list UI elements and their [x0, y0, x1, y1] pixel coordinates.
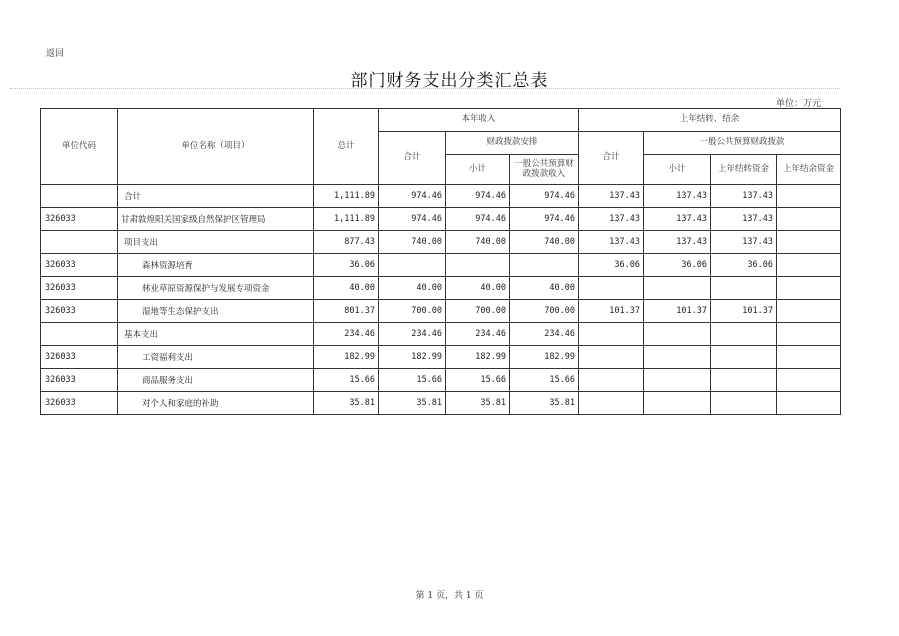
table-row — [41, 254, 841, 277]
surplus-cell — [777, 185, 841, 208]
unit-name-cell: 森林资源培育 — [118, 254, 314, 277]
unit-name-cell: 甘肃敦煌阳关国家级自然保护区管理局 — [118, 208, 314, 231]
cur-total-cell: 40.00 — [379, 277, 446, 300]
header-unit-code: 单位代码 — [41, 109, 118, 185]
prev-sub-cell — [644, 346, 711, 369]
carry-cell — [711, 369, 777, 392]
carry-cell — [711, 323, 777, 346]
table-row — [41, 369, 841, 392]
prev-total-cell — [579, 346, 644, 369]
total-cell: 35.81 — [314, 392, 379, 415]
header-carryover: 上年结转资金 — [711, 155, 777, 185]
header-subtotal: 小计 — [446, 155, 510, 185]
carry-cell: 137.43 — [711, 208, 777, 231]
surplus-cell — [777, 254, 841, 277]
surplus-cell — [777, 231, 841, 254]
unit-name-cell: 项目支出 — [118, 231, 314, 254]
total-cell: 40.00 — [314, 277, 379, 300]
table-row — [41, 231, 841, 254]
unit-label: 单位：万元 — [775, 99, 821, 109]
carry-cell: 137.43 — [711, 185, 777, 208]
table-row — [41, 300, 841, 323]
back-link[interactable]: 返回 — [46, 49, 65, 59]
gen-cell: 234.46 — [510, 323, 579, 346]
surplus-cell — [777, 369, 841, 392]
cur-total-cell: 35.81 — [379, 392, 446, 415]
prev-sub-cell: 137.43 — [644, 208, 711, 231]
gen-cell: 182.99 — [510, 346, 579, 369]
sub-cell: 700.00 — [446, 300, 510, 323]
surplus-cell — [777, 277, 841, 300]
header-prev-total: 合计 — [579, 132, 644, 185]
sub-cell — [446, 254, 510, 277]
prev-total-cell — [579, 323, 644, 346]
total-cell: 15.66 — [314, 369, 379, 392]
header-prev-balance: 上年结转、结余 — [579, 109, 841, 132]
carry-cell — [711, 277, 777, 300]
gen-cell: 35.81 — [510, 392, 579, 415]
gen-cell: 974.46 — [510, 185, 579, 208]
prev-sub-cell — [644, 277, 711, 300]
cur-total-cell: 740.00 — [379, 231, 446, 254]
sub-cell: 234.46 — [446, 323, 510, 346]
total-cell: 801.37 — [314, 300, 379, 323]
sub-cell: 35.81 — [446, 392, 510, 415]
table-row — [41, 346, 841, 369]
surplus-cell — [777, 300, 841, 323]
header-unit-name: 单位名称（项目） — [118, 109, 314, 185]
unit-code-cell: 326033 — [41, 300, 118, 323]
gen-cell: 15.66 — [510, 369, 579, 392]
carry-cell — [711, 392, 777, 415]
header-total: 总计 — [314, 109, 379, 185]
header-general-fiscal: 一般公共预算财政拨款 — [644, 132, 841, 155]
header-fiscal-arrangement: 财政拨款安排 — [446, 132, 579, 155]
total-cell: 36.06 — [314, 254, 379, 277]
prev-sub-cell — [644, 323, 711, 346]
prev-sub-cell: 101.37 — [644, 300, 711, 323]
prev-sub-cell: 137.43 — [644, 231, 711, 254]
cur-total-cell — [379, 254, 446, 277]
unit-name-cell: 基本支出 — [118, 323, 314, 346]
prev-sub-cell — [644, 369, 711, 392]
surplus-cell — [777, 208, 841, 231]
sub-cell: 974.46 — [446, 185, 510, 208]
unit-code-cell: 326033 — [41, 254, 118, 277]
total-cell: 877.43 — [314, 231, 379, 254]
prev-total-cell — [579, 369, 644, 392]
divider — [10, 88, 840, 89]
cur-total-cell: 974.46 — [379, 185, 446, 208]
unit-name-cell: 对个人和家庭的补助 — [118, 392, 314, 415]
unit-code-cell: 326033 — [41, 346, 118, 369]
gen-cell: 740.00 — [510, 231, 579, 254]
prev-total-cell: 36.06 — [579, 254, 644, 277]
table-row — [41, 392, 841, 415]
carry-cell: 36.06 — [711, 254, 777, 277]
table-body — [41, 185, 841, 415]
unit-code-cell: 326033 — [41, 369, 118, 392]
unit-code-cell: 326033 — [41, 392, 118, 415]
table-row — [41, 185, 841, 208]
gen-cell: 40.00 — [510, 277, 579, 300]
total-cell: 182.99 — [314, 346, 379, 369]
carry-cell: 137.43 — [711, 231, 777, 254]
sub-cell: 15.66 — [446, 369, 510, 392]
unit-name-cell: 林业草原资源保护与发展专项资金 — [118, 277, 314, 300]
carry-cell: 101.37 — [711, 300, 777, 323]
prev-total-cell: 137.43 — [579, 231, 644, 254]
header-surplus: 上年结余资金 — [777, 155, 841, 185]
unit-code-cell — [41, 185, 118, 208]
header-current-income: 本年收入 — [379, 109, 579, 132]
page-footer: 第 1 页，共 1 页 — [415, 591, 484, 601]
prev-sub-cell: 36.06 — [644, 254, 711, 277]
unit-name-cell: 工资福利支出 — [118, 346, 314, 369]
table-row — [41, 208, 841, 231]
prev-total-cell — [579, 277, 644, 300]
table-row — [41, 323, 841, 346]
prev-total-cell: 137.43 — [579, 185, 644, 208]
header-general-budget: 一般公共预算财政拨款收入 — [510, 155, 579, 185]
header-cur-total: 合计 — [379, 132, 446, 185]
unit-code-cell: 326033 — [41, 277, 118, 300]
surplus-cell — [777, 392, 841, 415]
page-title: 部门财务支出分类汇总表 — [350, 71, 549, 91]
sub-cell: 182.99 — [446, 346, 510, 369]
surplus-cell — [777, 323, 841, 346]
unit-code-cell — [41, 231, 118, 254]
header-prev-subtotal: 小计 — [644, 155, 711, 185]
total-cell: 1,111.89 — [314, 208, 379, 231]
unit-name-cell: 合计 — [118, 185, 314, 208]
prev-total-cell: 101.37 — [579, 300, 644, 323]
cur-total-cell: 700.00 — [379, 300, 446, 323]
cur-total-cell: 15.66 — [379, 369, 446, 392]
unit-code-cell: 326033 — [41, 208, 118, 231]
total-cell: 234.46 — [314, 323, 379, 346]
prev-sub-cell: 137.43 — [644, 185, 711, 208]
unit-name-cell: 湿地等生态保护支出 — [118, 300, 314, 323]
cur-total-cell: 182.99 — [379, 346, 446, 369]
gen-cell: 974.46 — [510, 208, 579, 231]
table-row — [41, 277, 841, 300]
unit-name-cell: 商品服务支出 — [118, 369, 314, 392]
prev-total-cell: 137.43 — [579, 208, 644, 231]
gen-cell — [510, 254, 579, 277]
surplus-cell — [777, 346, 841, 369]
cur-total-cell: 234.46 — [379, 323, 446, 346]
expense-summary-table — [40, 108, 841, 415]
sub-cell: 974.46 — [446, 208, 510, 231]
cur-total-cell: 974.46 — [379, 208, 446, 231]
unit-code-cell — [41, 323, 118, 346]
prev-total-cell — [579, 392, 644, 415]
sub-cell: 40.00 — [446, 277, 510, 300]
gen-cell: 700.00 — [510, 300, 579, 323]
total-cell: 1,111.89 — [314, 185, 379, 208]
prev-sub-cell — [644, 392, 711, 415]
sub-cell: 740.00 — [446, 231, 510, 254]
carry-cell — [711, 346, 777, 369]
